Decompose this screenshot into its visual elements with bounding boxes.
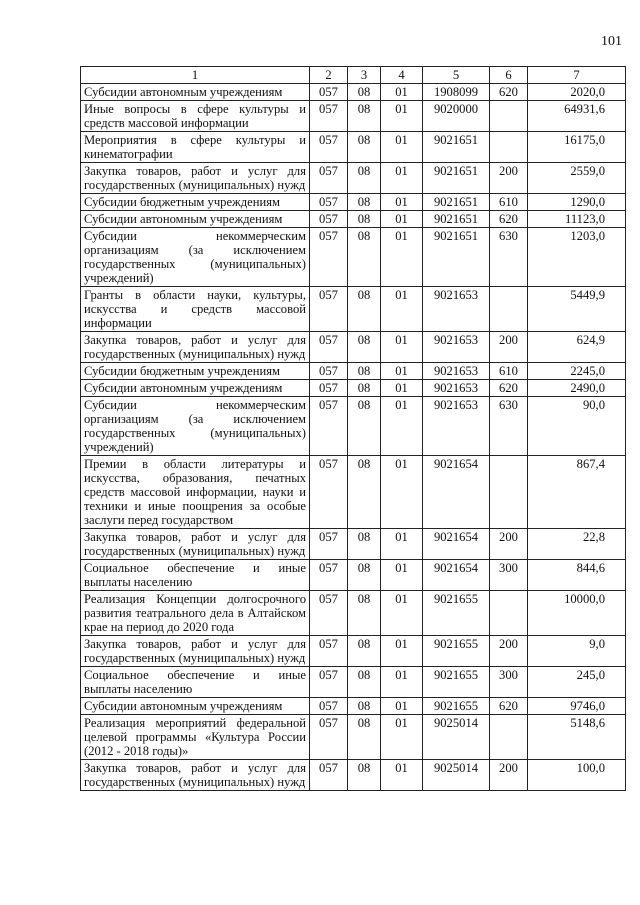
- row-grbs: 057: [310, 163, 348, 194]
- table-header: [81, 67, 626, 84]
- row-section: 08: [348, 287, 381, 332]
- row-grbs: 057: [310, 211, 348, 228]
- row-sum: 624,9: [528, 332, 626, 363]
- row-name: Закупка товаров, работ и услуг для государственных (муниципальных) нужд: [81, 332, 310, 363]
- row-subsection: 01: [381, 698, 423, 715]
- row-expense-type: 610: [490, 363, 528, 380]
- row-subsection: 01: [381, 163, 423, 194]
- row-name: Реализация мероприятий федеральной целевой программы «Культура России (2012 - 2018 годы)»: [81, 715, 310, 760]
- row-sum: 1290,0: [528, 194, 626, 211]
- column-header-7: 7: [528, 67, 626, 84]
- row-target-article: 9021655: [423, 698, 490, 715]
- row-grbs: 057: [310, 397, 348, 456]
- row-subsection: 01: [381, 84, 423, 101]
- row-sum: 11123,0: [528, 211, 626, 228]
- table-row: [81, 287, 626, 332]
- table-row: [81, 591, 626, 636]
- column-header-1: 1: [81, 67, 310, 84]
- row-expense-type: 200: [490, 529, 528, 560]
- row-subsection: 01: [381, 363, 423, 380]
- header-row: [81, 67, 626, 84]
- row-section: 08: [348, 529, 381, 560]
- row-section: 08: [348, 715, 381, 760]
- table-row: [81, 760, 626, 791]
- row-grbs: 057: [310, 332, 348, 363]
- row-grbs: 057: [310, 715, 348, 760]
- row-name: Субсидии автономным учреждениям: [81, 380, 310, 397]
- row-sum: 22,8: [528, 529, 626, 560]
- row-subsection: 01: [381, 194, 423, 211]
- row-grbs: 057: [310, 132, 348, 163]
- row-grbs: 057: [310, 667, 348, 698]
- row-sum: 9,0: [528, 636, 626, 667]
- row-target-article: 9021651: [423, 163, 490, 194]
- table-row: [81, 456, 626, 529]
- row-grbs: 057: [310, 287, 348, 332]
- row-name: Социальное обеспечение и иные выплаты населению: [81, 667, 310, 698]
- table-row: [81, 636, 626, 667]
- page-number: 101: [601, 34, 622, 49]
- row-expense-type: 630: [490, 397, 528, 456]
- row-expense-type: 630: [490, 228, 528, 287]
- row-target-article: 9021654: [423, 456, 490, 529]
- row-grbs: 057: [310, 194, 348, 211]
- row-target-article: 9021653: [423, 363, 490, 380]
- row-section: 08: [348, 101, 381, 132]
- row-expense-type: 200: [490, 163, 528, 194]
- row-target-article: 9025014: [423, 760, 490, 791]
- row-expense-type: 200: [490, 636, 528, 667]
- row-sum: 844,6: [528, 560, 626, 591]
- row-section: 08: [348, 760, 381, 791]
- row-section: 08: [348, 163, 381, 194]
- row-grbs: 057: [310, 560, 348, 591]
- row-subsection: 01: [381, 332, 423, 363]
- column-header-3: 3: [348, 67, 381, 84]
- row-subsection: 01: [381, 667, 423, 698]
- table-row: [81, 101, 626, 132]
- row-section: 08: [348, 380, 381, 397]
- row-section: 08: [348, 397, 381, 456]
- row-sum: 867,4: [528, 456, 626, 529]
- row-expense-type: 620: [490, 84, 528, 101]
- row-subsection: 01: [381, 101, 423, 132]
- row-expense-type: [490, 132, 528, 163]
- row-section: 08: [348, 667, 381, 698]
- row-grbs: 057: [310, 636, 348, 667]
- row-subsection: 01: [381, 380, 423, 397]
- row-target-article: 9020000: [423, 101, 490, 132]
- row-section: 08: [348, 698, 381, 715]
- row-target-article: 9021655: [423, 636, 490, 667]
- row-sum: 5148,6: [528, 715, 626, 760]
- table-row: [81, 228, 626, 287]
- row-subsection: 01: [381, 211, 423, 228]
- row-subsection: 01: [381, 760, 423, 791]
- row-expense-type: 200: [490, 760, 528, 791]
- row-sum: 2020,0: [528, 84, 626, 101]
- row-sum: 10000,0: [528, 591, 626, 636]
- row-sum: 90,0: [528, 397, 626, 456]
- row-name: Субсидии автономным учреждениям: [81, 211, 310, 228]
- row-sum: 9746,0: [528, 698, 626, 715]
- row-expense-type: 300: [490, 667, 528, 698]
- row-subsection: 01: [381, 456, 423, 529]
- row-subsection: 01: [381, 591, 423, 636]
- row-sum: 100,0: [528, 760, 626, 791]
- row-target-article: 9021654: [423, 560, 490, 591]
- column-header-6: 6: [490, 67, 528, 84]
- row-sum: 2559,0: [528, 163, 626, 194]
- table-row: [81, 84, 626, 101]
- row-target-article: 9021653: [423, 380, 490, 397]
- row-name: Закупка товаров, работ и услуг для государственных (муниципальных) нужд: [81, 529, 310, 560]
- row-expense-type: 620: [490, 380, 528, 397]
- row-section: 08: [348, 194, 381, 211]
- row-expense-type: [490, 456, 528, 529]
- row-grbs: 057: [310, 698, 348, 715]
- row-name: Закупка товаров, работ и услуг для государственных (муниципальных) нужд: [81, 760, 310, 791]
- row-grbs: 057: [310, 529, 348, 560]
- row-subsection: 01: [381, 132, 423, 163]
- row-target-article: 9021651: [423, 228, 490, 287]
- table-row: [81, 332, 626, 363]
- table-body: [81, 84, 626, 791]
- row-section: 08: [348, 456, 381, 529]
- table-row: [81, 211, 626, 228]
- row-name: Мероприятия в сфере культуры и кинематографии: [81, 132, 310, 163]
- table-row: [81, 194, 626, 211]
- row-target-article: 9021655: [423, 667, 490, 698]
- table-row: [81, 529, 626, 560]
- row-target-article: 9021651: [423, 194, 490, 211]
- row-grbs: 057: [310, 363, 348, 380]
- row-target-article: 1908099: [423, 84, 490, 101]
- row-sum: 245,0: [528, 667, 626, 698]
- table-row: [81, 667, 626, 698]
- row-name: Реализация Концепции долгосрочного развития театрального дела в Алтайском крае на период до 2020 года: [81, 591, 310, 636]
- row-grbs: 057: [310, 84, 348, 101]
- row-subsection: 01: [381, 228, 423, 287]
- table-row: [81, 560, 626, 591]
- table-row: [81, 163, 626, 194]
- row-expense-type: [490, 287, 528, 332]
- row-expense-type: 610: [490, 194, 528, 211]
- table-row: [81, 363, 626, 380]
- row-subsection: 01: [381, 715, 423, 760]
- row-subsection: 01: [381, 560, 423, 591]
- row-sum: 2490,0: [528, 380, 626, 397]
- row-sum: 5449,9: [528, 287, 626, 332]
- row-grbs: 057: [310, 591, 348, 636]
- row-expense-type: 300: [490, 560, 528, 591]
- row-name: Субсидии бюджетным учреждениям: [81, 363, 310, 380]
- row-target-article: 9021653: [423, 287, 490, 332]
- row-subsection: 01: [381, 397, 423, 456]
- row-grbs: 057: [310, 456, 348, 529]
- row-name: Иные вопросы в сфере культуры и средств массовой информации: [81, 101, 310, 132]
- row-grbs: 057: [310, 380, 348, 397]
- row-grbs: 057: [310, 101, 348, 132]
- row-expense-type: [490, 101, 528, 132]
- row-name: Премии в области литературы и искусства, образования, печатных средств массовой информации, науки и техники и иные поощрения за особые заслуги перед государством: [81, 456, 310, 529]
- row-section: 08: [348, 211, 381, 228]
- row-grbs: 057: [310, 228, 348, 287]
- table-row: [81, 397, 626, 456]
- row-subsection: 01: [381, 287, 423, 332]
- row-name: Субсидии некоммерческим организациям (за исключением государственных (муниципальных) учреждений): [81, 228, 310, 287]
- row-section: 08: [348, 84, 381, 101]
- row-sum: 1203,0: [528, 228, 626, 287]
- row-section: 08: [348, 560, 381, 591]
- row-name: Субсидии бюджетным учреждениям: [81, 194, 310, 211]
- row-subsection: 01: [381, 529, 423, 560]
- row-name: Субсидии автономным учреждениям: [81, 84, 310, 101]
- column-header-4: 4: [381, 67, 423, 84]
- row-target-article: 9021653: [423, 397, 490, 456]
- row-section: 08: [348, 332, 381, 363]
- row-sum: 16175,0: [528, 132, 626, 163]
- row-expense-type: [490, 715, 528, 760]
- row-grbs: 057: [310, 760, 348, 791]
- row-expense-type: 620: [490, 211, 528, 228]
- row-name: Субсидии автономным учреждениям: [81, 698, 310, 715]
- row-section: 08: [348, 132, 381, 163]
- row-subsection: 01: [381, 636, 423, 667]
- row-target-article: 9025014: [423, 715, 490, 760]
- row-name: Закупка товаров, работ и услуг для государственных (муниципальных) нужд: [81, 636, 310, 667]
- budget-table: [80, 66, 626, 791]
- table-row: [81, 715, 626, 760]
- row-name: Социальное обеспечение и иные выплаты населению: [81, 560, 310, 591]
- column-header-5: 5: [423, 67, 490, 84]
- row-target-article: 9021651: [423, 211, 490, 228]
- row-sum: 64931,6: [528, 101, 626, 132]
- row-expense-type: [490, 591, 528, 636]
- table-row: [81, 698, 626, 715]
- table-row: [81, 132, 626, 163]
- column-header-2: 2: [310, 67, 348, 84]
- row-target-article: 9021653: [423, 332, 490, 363]
- row-target-article: 9021651: [423, 132, 490, 163]
- row-name: Закупка товаров, работ и услуг для государственных (муниципальных) нужд: [81, 163, 310, 194]
- row-sum: 2245,0: [528, 363, 626, 380]
- row-expense-type: 620: [490, 698, 528, 715]
- table-row: [81, 380, 626, 397]
- row-section: 08: [348, 591, 381, 636]
- row-target-article: 9021654: [423, 529, 490, 560]
- row-section: 08: [348, 228, 381, 287]
- row-name: Субсидии некоммерческим организациям (за исключением государственных (муниципальных) учреждений): [81, 397, 310, 456]
- row-target-article: 9021655: [423, 591, 490, 636]
- row-section: 08: [348, 363, 381, 380]
- row-name: Гранты в области науки, культуры, искусства и средств массовой информации: [81, 287, 310, 332]
- row-section: 08: [348, 636, 381, 667]
- row-expense-type: 200: [490, 332, 528, 363]
